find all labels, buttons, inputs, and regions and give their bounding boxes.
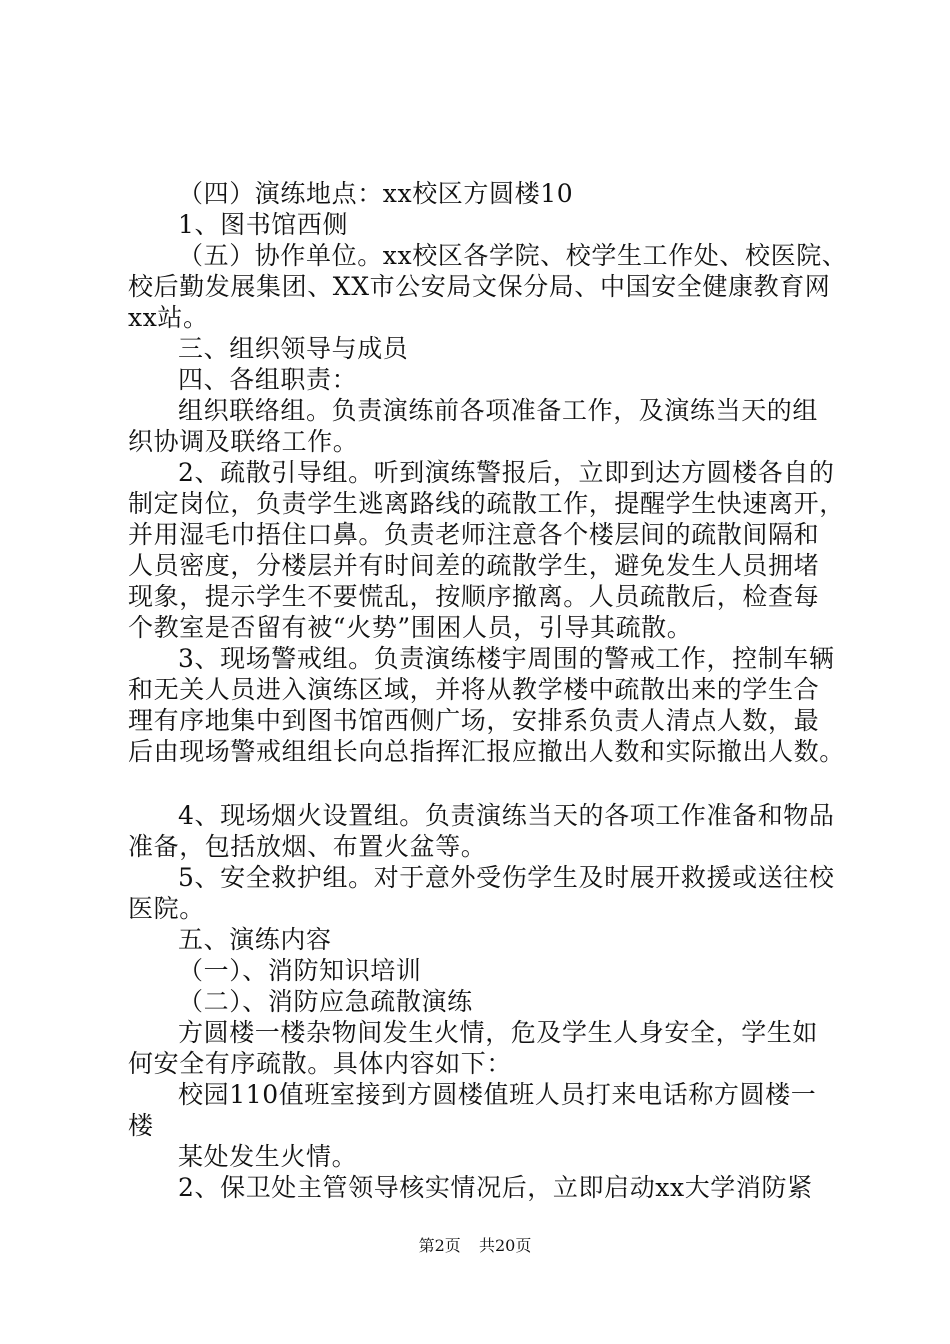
body-text-line: 医院。 xyxy=(128,894,205,923)
body-text-line: 三、组织领导与成员 xyxy=(178,334,409,363)
body-text-line: 织协调及联络工作。 xyxy=(128,427,359,456)
body-text-line: 校后勤发展集团、XX市公安局文保分局、中国安全健康教育网 xyxy=(128,272,831,301)
body-text-line: 5、安全救护组。对于意外受伤学生及时展开救援或送往校 xyxy=(178,863,835,892)
body-text-line: 四、各组职责： xyxy=(178,365,358,394)
body-text-line: 3、现场警戒组。负责演练楼宇周围的警戒工作，控制车辆 xyxy=(178,644,835,673)
body-text-line: 2、保卫处主管领导核实情况后，立即启动xx大学消防紧 xyxy=(178,1173,813,1202)
body-text-line: 现象，提示学生不要慌乱，按顺序撤离。人员疏散后，检查每 xyxy=(128,582,820,611)
body-text-line: 人员密度，分楼层并有时间差的疏散学生，避免发生人员拥堵 xyxy=(128,551,820,580)
body-text-line: 1、图书馆西侧 xyxy=(178,210,349,239)
page-footer xyxy=(0,1236,950,1256)
body-text-line: 和无关人员进入演练区域，并将从教学楼中疏散出来的学生合 xyxy=(128,675,820,704)
body-text-line: 何安全有序疏散。具体内容如下： xyxy=(128,1049,513,1078)
body-text-line: xx站。 xyxy=(128,303,209,332)
body-text-line: 组织联络组。负责演练前各项准备工作，及演练当天的组 xyxy=(178,396,819,425)
body-text-line: 2、疏散引导组。听到演练警报后，立即到达方圆楼各自的 xyxy=(178,458,835,487)
body-text-line: 准备，包括放烟、布置火盆等。 xyxy=(128,832,487,861)
body-text-line: 楼 xyxy=(128,1111,154,1140)
body-text-line: （四）演练地点：xx校区方圆楼10 xyxy=(178,179,574,208)
page-total: 共20页 xyxy=(479,1236,532,1255)
body-text-line: 并用湿毛巾捂住口鼻。负责老师注意各个楼层间的疏散间隔和 xyxy=(128,520,820,549)
body-text-line: （五）协作单位。xx校区各学院、校学生工作处、校医院、 xyxy=(178,241,848,270)
body-text-line: 五、演练内容 xyxy=(178,925,332,954)
body-text-line: 方圆楼一楼杂物间发生火情，危及学生人身安全，学生如 xyxy=(178,1018,819,1047)
body-text-line: 4、现场烟火设置组。负责演练当天的各项工作准备和物品 xyxy=(178,801,835,830)
body-text-line: 某处发生火情。 xyxy=(178,1142,358,1171)
body-text-line: 校园110值班室接到方圆楼值班人员打来电话称方圆楼一 xyxy=(178,1080,817,1109)
body-text-line: 制定岗位，负责学生逃离路线的疏散工作，提醒学生快速离开， xyxy=(128,489,845,518)
body-text-line: 理有序地集中到图书馆西侧广场，安排系负责人清点人数，最 xyxy=(128,706,820,735)
page-number: 第2页 xyxy=(418,1236,461,1255)
body-text-line: （一）、消防知识培训 xyxy=(178,956,422,985)
body-text-line: 后由现场警戒组组长向总指挥汇报应撤出人数和实际撤出人数。 xyxy=(128,737,845,766)
body-text-line: （二）、消防应急疏散演练 xyxy=(178,987,473,1016)
body-text-line: 个教室是否留有被“火势”围困人员，引导其疏散。 xyxy=(128,613,693,642)
